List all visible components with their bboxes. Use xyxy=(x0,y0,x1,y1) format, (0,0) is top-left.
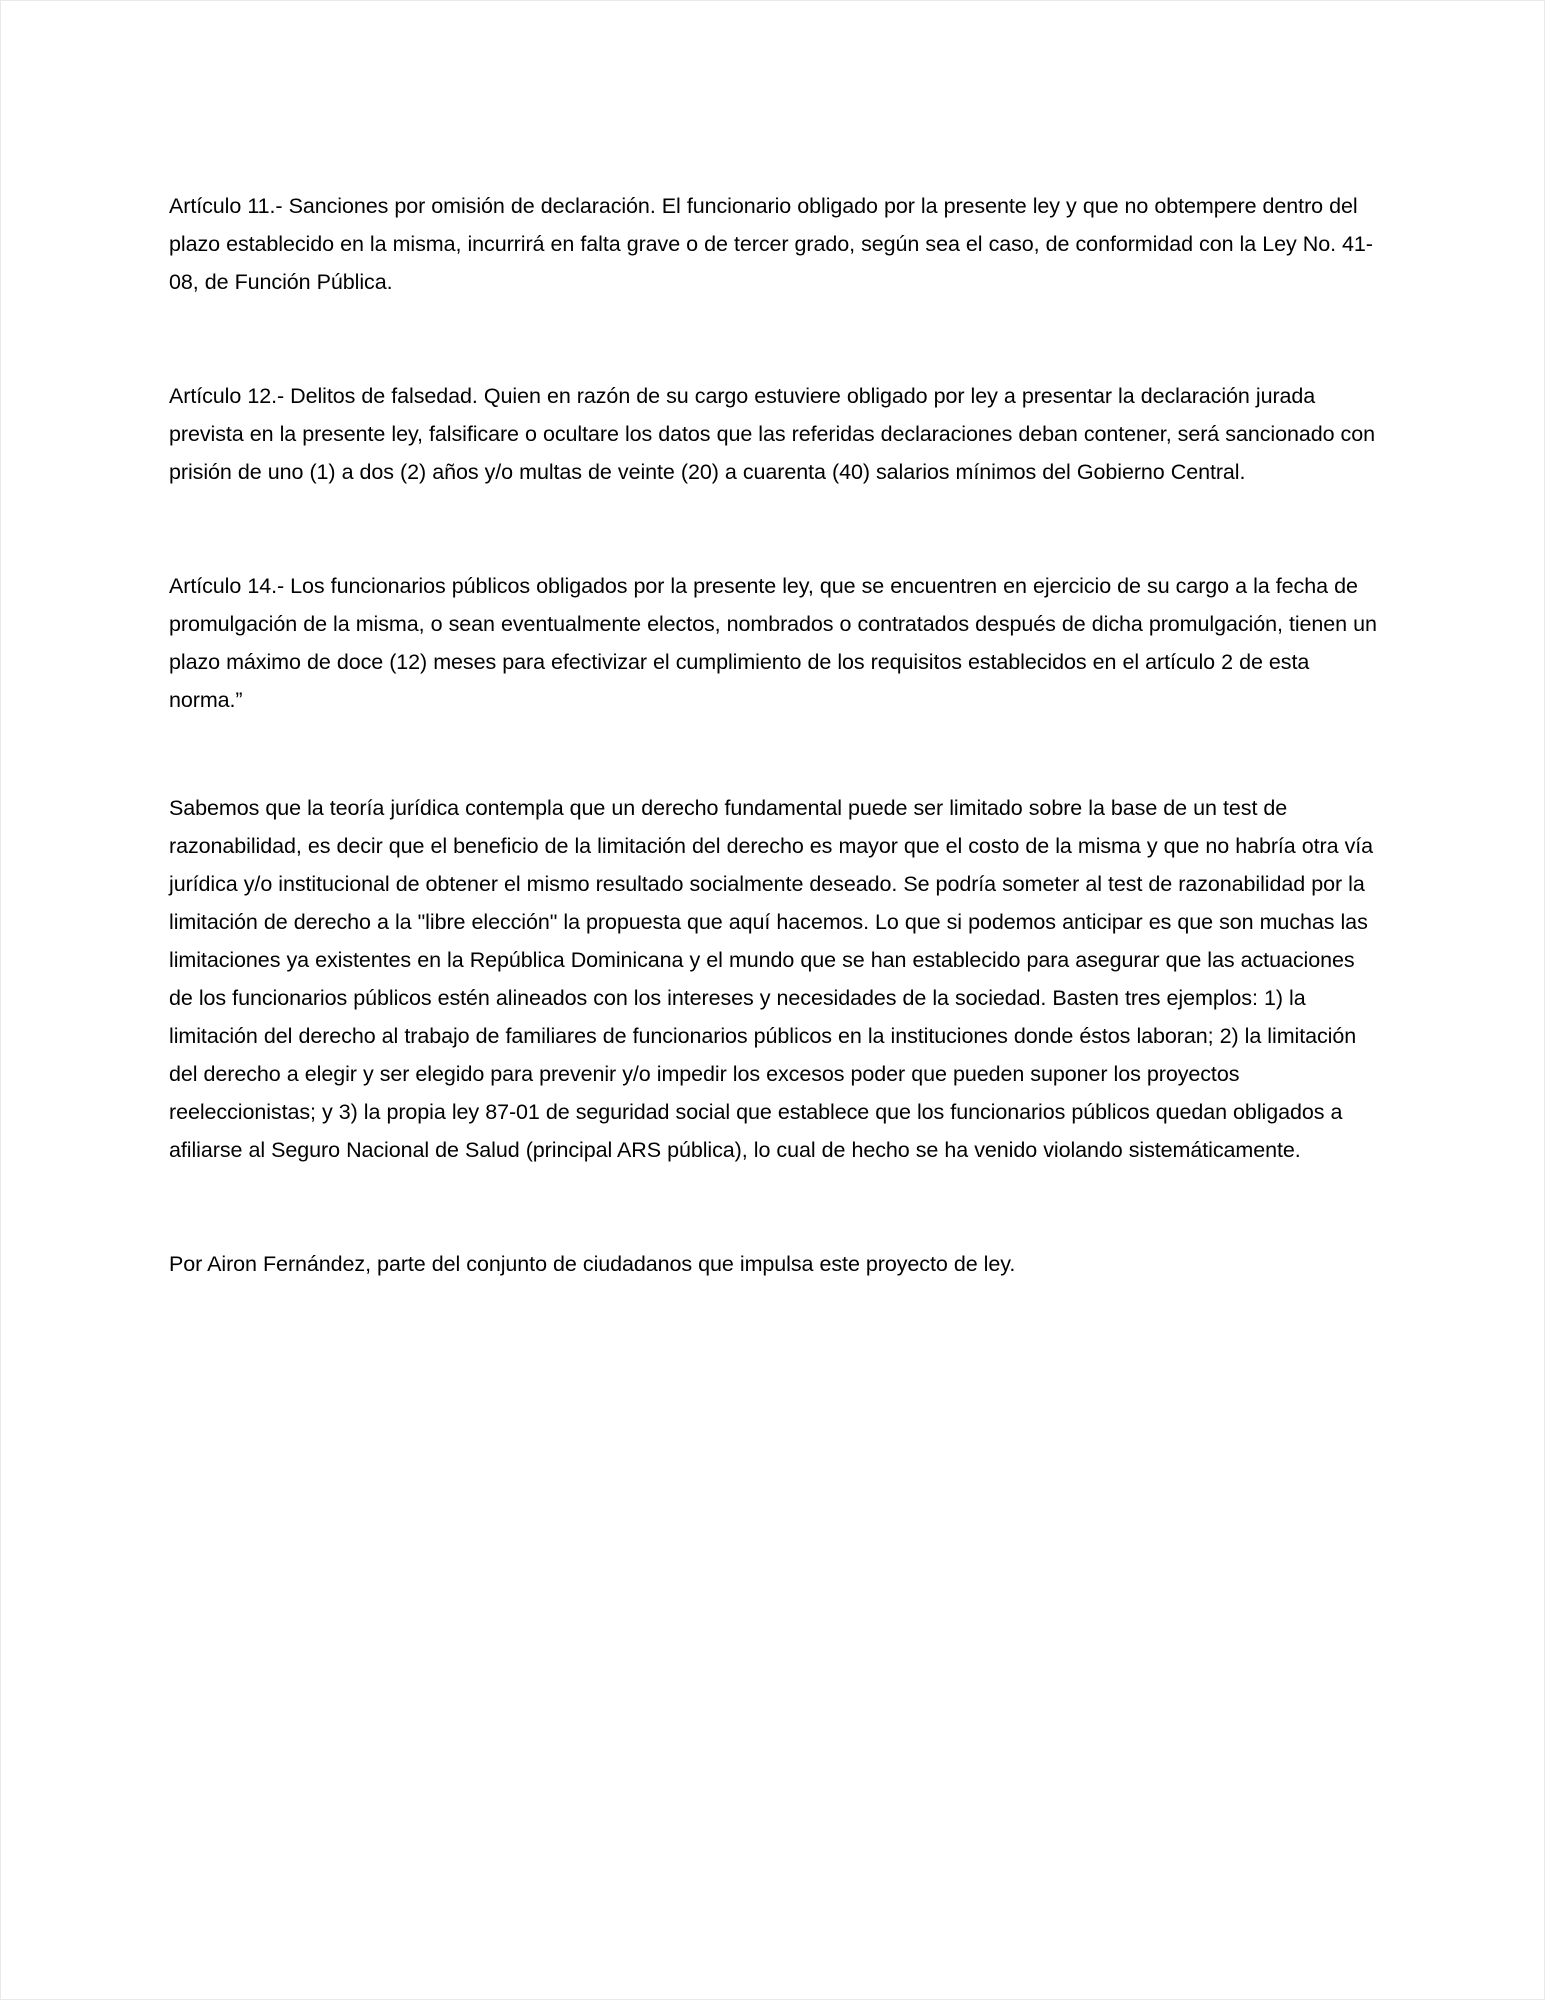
paragraph-firma-autor: Por Airon Fernández, parte del conjunto de ciudadanos que impulsa este proyecto de ley. xyxy=(169,1252,1016,1276)
paragraph-articulo-11: Artículo 11.- Sanciones por omisión de declaración. El funcionario obligado por la presente ley y que no obtempere dentro del plazo establecido en la misma, incurrirá en falta grave o de tercer grado, según sea el caso, de conformidad con la Ley No. 41-08, de Función Pública. xyxy=(169,194,1373,294)
paragraph-articulo-12: Artículo 12.- Delitos de falsedad. Quien en razón de su cargo estuviere obligado por ley a presentar la declaración jurada prevista en la presente ley, falsificare o ocultare los datos que las referidas declaraciones deban contener, será sancionado con prisión de uno (1) a dos (2) años y/o multas de veinte (20) a cuarenta (40) salarios mínimos del Gobierno Central. xyxy=(169,384,1375,484)
paragraph-analisis-razonabilidad: Sabemos que la teoría jurídica contempla que un derecho fundamental puede ser limitado sobre la base de un test de razonabilidad, es decir que el beneficio de la limitación del derecho es mayor que el costo de la misma y que no habría otra vía jurídica y/o institucional de obtener el mismo resultado socialmente deseado. Se podría someter al test de razonabilidad por la limitación de derecho a la "libre elección" la propuesta que aquí hacemos. Lo que si podemos anticipar es que son muchas las limitaciones ya existentes en la República Dominicana y el mundo que se han establecido para asegurar que las actuaciones de los funcionarios públicos estén alineados con los intereses y necesidades de la sociedad. Basten tres ejemplos: 1) la limitación del derecho al trabajo de familiares de funcionarios públicos en la instituciones donde éstos laboran; 2) la limitación del derecho a elegir y ser elegido para prevenir y/o impedir los excesos poder que pueden suponer los proyectos reeleccionistas; y 3) la propia ley 87-01 de seguridad social que establece que los funcionarios públicos quedan obligados a afiliarse al Seguro Nacional de Salud (principal ARS pública), lo cual de hecho se ha venido violando sistemáticamente. xyxy=(169,796,1374,1162)
paragraph-spacer xyxy=(169,1169,1384,1245)
paragraph-spacer xyxy=(169,491,1384,567)
paragraph-spacer xyxy=(169,719,1384,789)
document-body xyxy=(169,187,1384,1283)
paragraph-articulo-14: Artículo 14.- Los funcionarios públicos obligados por la presente ley, que se encuentren en ejercicio de su cargo a la fecha de promulgación de la misma, o sean eventualmente electos, nombrados o contratados después de dicha promulgación, tienen un plazo máximo de doce (12) meses para efectivizar el cumplimiento de los requisitos establecidos en el artículo 2 de esta norma.” xyxy=(169,574,1377,712)
paragraph-spacer xyxy=(169,301,1384,377)
